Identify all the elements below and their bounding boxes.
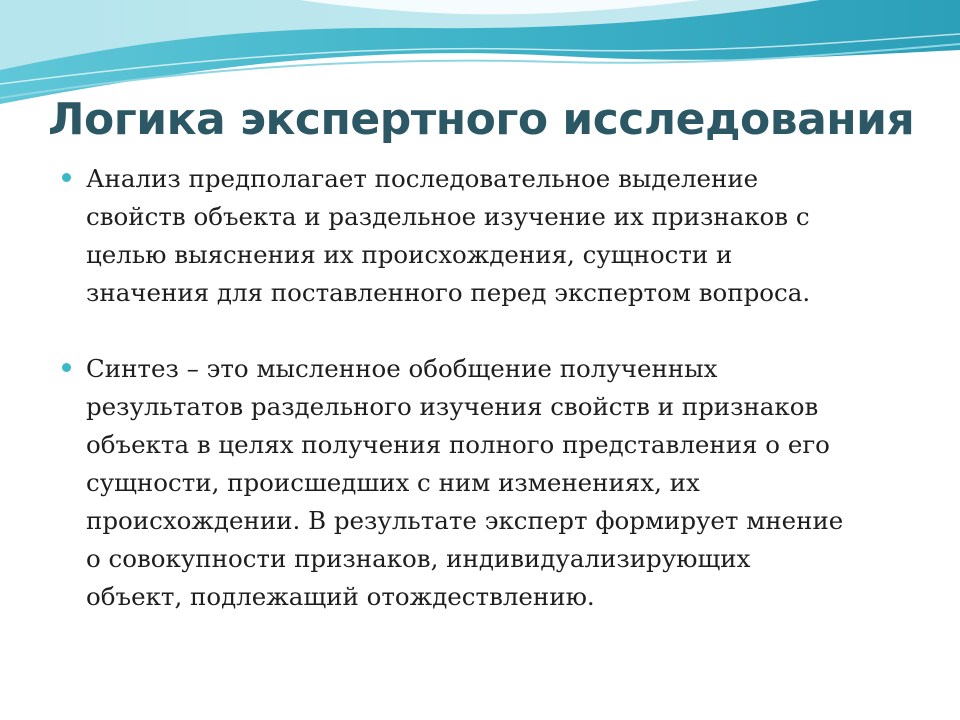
bullet-line: объекта в целях получения полного представления о его [86,430,830,459]
bullet-line: сущности, происшедших с ним изменениях, их [86,468,700,497]
bullet-line: Анализ предполагает последовательное выделение [86,164,759,193]
bullet-line: результатов раздельного изучения свойств и признаков [86,392,819,421]
bullet-synthesis [62,350,922,616]
bullet-dot-icon [62,363,71,372]
bullet-line: о совокупности признаков, индивидуализирующих [86,544,751,573]
bullet-line: значения для поставленного перед экспертом вопроса. [86,278,811,307]
bullet-line: свойств объекта и раздельное изучение их признаков с [86,202,810,231]
bullet-list [62,160,922,616]
bullet-dot-icon [62,173,71,182]
bullet-line: происхождении. В результате эксперт формирует мнение [86,506,844,535]
bullet-line: целью выяснения их происхождения, сущности и [86,240,733,269]
bullet-line: объект, подлежащий отождествлению. [86,582,595,611]
slide-title: Логика экспертного исследования [48,94,915,145]
bullet-analysis [62,160,922,312]
bullet-line: Синтез – это мысленное обобщение полученных [86,354,718,383]
